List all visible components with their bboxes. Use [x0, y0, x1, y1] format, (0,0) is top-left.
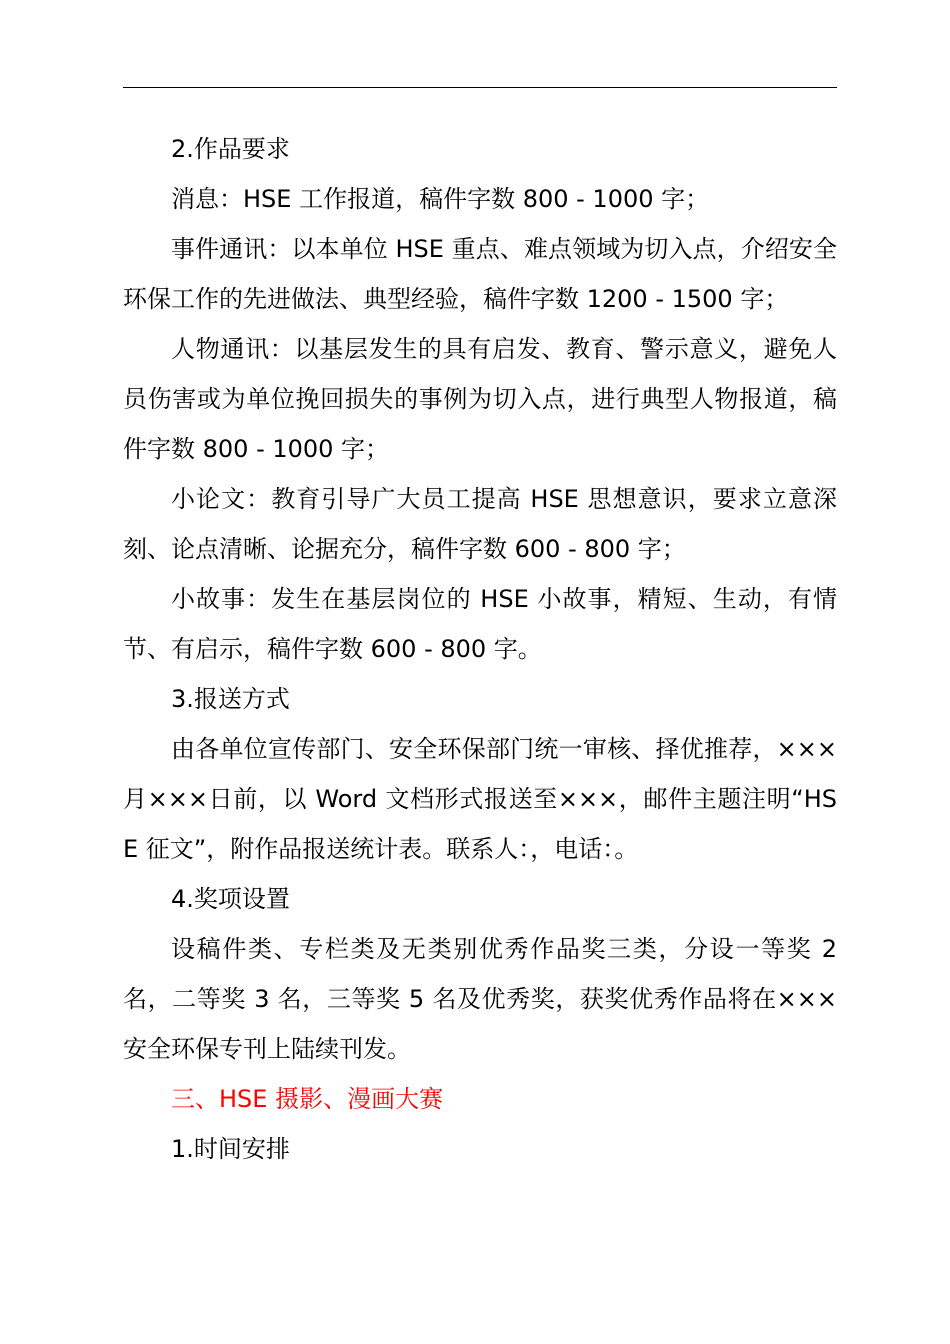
paragraph-heading-awards: 4.奖项设置	[171, 885, 290, 913]
paragraph-event-report: 事件通讯：以本单位 HSE 重点、难点领域为切入点，介绍安全环保工作的先进做法、典型经验，稿件字数 1200 - 1500 字；	[123, 235, 837, 313]
section-heading-three: 三、HSE 摄影、漫画大赛	[171, 1085, 444, 1113]
paragraph-news: 消息：HSE 工作报道，稿件字数 800 - 1000 字；	[171, 185, 710, 213]
paragraph-story: 小故事：发生在基层岗位的 HSE 小故事，精短、生动，有情节、有启示，稿件字数 600 - 800 字。	[123, 585, 837, 663]
paragraph-heading-schedule: 1.时间安排	[171, 1135, 290, 1163]
paragraph-heading-submission: 3.报送方式	[171, 685, 290, 713]
paragraph-awards: 设稿件类、专栏类及无类别优秀作品奖三类，分设一等奖 2 名，二等奖 3 名，三等奖 5 名及优秀奖，获奖优秀作品将在×××安全环保专刊上陆续刊发。	[123, 935, 837, 1063]
header-rule	[123, 87, 837, 88]
paragraph-essay: 小论文：教育引导广大员工提高 HSE 思想意识，要求立意深刻、论点清晰、论据充分，稿件字数 600 - 800 字；	[123, 485, 837, 563]
paragraph-heading-requirements: 2.作品要求	[171, 135, 290, 163]
paragraph-submission: 由各单位宣传部门、安全环保部门统一审核、择优推荐，×××月×××日前，以 Word 文档形式报送至×××，邮件主题注明“HSE 征文”，附作品报送统计表。联系人：，电话：。	[123, 735, 837, 863]
paragraph-person-report: 人物通讯：以基层发生的具有启发、教育、警示意义，避免人员伤害或为单位挽回损失的事例为切入点，进行典型人物报道，稿件字数 800 - 1000 字；	[123, 335, 837, 463]
document-body	[123, 124, 837, 1174]
